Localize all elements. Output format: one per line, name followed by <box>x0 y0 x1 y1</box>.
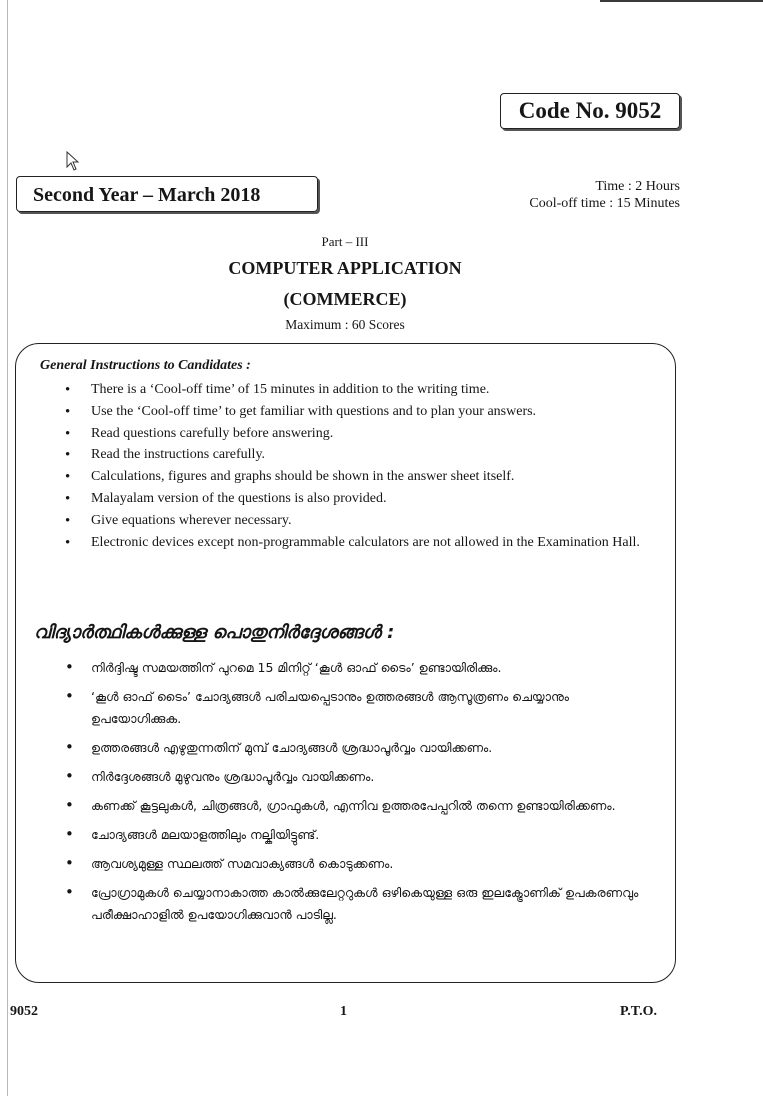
exam-year-box: Second Year – March 2018 <box>16 176 318 212</box>
list-item: • Malayalam version of the questions is also provided. <box>65 490 650 509</box>
page-edge-line <box>7 0 8 1096</box>
footer-code: 9052 <box>10 1004 38 1019</box>
maximum-scores: Maximum : 60 Scores <box>285 317 405 332</box>
time-block <box>529 178 680 212</box>
malayalam-instructions-heading: വിദ്യാർത്ഥികൾക്കുള്ള പൊതുനിർദ്ദേശങ്ങൾ : <box>34 622 395 643</box>
part-label: Part – III <box>321 234 369 249</box>
list-item: • Electronic devices except non-programmable calculators are not allowed in the Examination Hall. <box>65 534 650 553</box>
list-item: • ആവശ്യമുള്ള സ്ഥലത്ത് സമവാക്യങ്ങൾ കൊടുക്കണം. <box>65 853 655 875</box>
stream-title: (COMMERCE) <box>283 289 407 309</box>
english-instructions-list <box>65 381 650 555</box>
cool-off-time: Cool-off time : 15 Minutes <box>529 196 680 211</box>
page-number: 1 <box>340 1004 347 1019</box>
subject-title: COMPUTER APPLICATION <box>228 258 462 278</box>
pto-label: P.T.O. <box>620 1004 657 1019</box>
list-item: • Give equations wherever necessary. <box>65 512 650 531</box>
list-item: • Read the instructions carefully. <box>65 446 650 465</box>
list-item: • Calculations, figures and graphs should be shown in the answer sheet itself. <box>65 468 650 487</box>
top-edge-rule <box>600 0 763 2</box>
general-instructions-heading: General Instructions to Candidates : <box>40 358 251 373</box>
time-duration: Time : 2 Hours <box>595 179 680 194</box>
mouse-pointer-icon <box>66 151 80 171</box>
list-item: • Use the ‘Cool-off time’ to get familiar with questions and to plan your answers. <box>65 403 650 422</box>
list-item: • നിർദ്ദിഷ്ട സമയത്തിന് പുറമെ 15 മിനിറ്റ് ‘കൂൾ ഓഫ് ടൈം’ ഉണ്ടായിരിക്കും. <box>65 657 655 679</box>
list-item: • കണക്ക് കൂട്ടലുകൾ, ചിത്രങ്ങൾ, ഗ്രാഫുകൾ, എന്നിവ ഉത്തരപേപ്പറിൽ തന്നെ ഉണ്ടായിരിക്കണം. <box>65 795 655 817</box>
list-item: • ‘കൂൾ ഓഫ് ടൈം’ ചോദ്യങ്ങൾ പരിചയപ്പെടാനും ഉത്തരങ്ങൾ ആസൂത്രണം ചെയ്യാനും ഉപയോഗിക്കുക. <box>65 686 655 730</box>
code-number-box: Code No. 9052 <box>500 93 680 129</box>
malayalam-instructions-list <box>65 657 655 933</box>
list-item: • ഉത്തരങ്ങൾ എഴുതുന്നതിന് മുമ്പ് ചോദ്യങ്ങൾ ശ്രദ്ധാപൂർവ്വം വായിക്കണം. <box>65 737 655 759</box>
list-item: • Read questions carefully before answering. <box>65 425 650 444</box>
list-item: • ചോദ്യങ്ങൾ മലയാളത്തിലും നല്കിയിട്ടുണ്ട്. <box>65 824 655 846</box>
list-item: • There is a ‘Cool-off time’ of 15 minutes in addition to the writing time. <box>65 381 650 400</box>
list-item: • പ്രോഗ്രാമുകൾ ചെയ്യാനാകാത്ത കാൽക്കുലേറ്ററുകൾ ഒഴികെയുള്ള ഒരു ഇലക്ട്രോണിക് ഉപകരണവും പരീക്ഷാഹാളിൽ ഉപയോഗിക്കുവാൻ പാടില്ല. <box>65 882 655 926</box>
list-item: • നിർദ്ദേശങ്ങൾ മുഴുവനും ശ്രദ്ധാപൂർവ്വം വായിക്കണം. <box>65 766 655 788</box>
